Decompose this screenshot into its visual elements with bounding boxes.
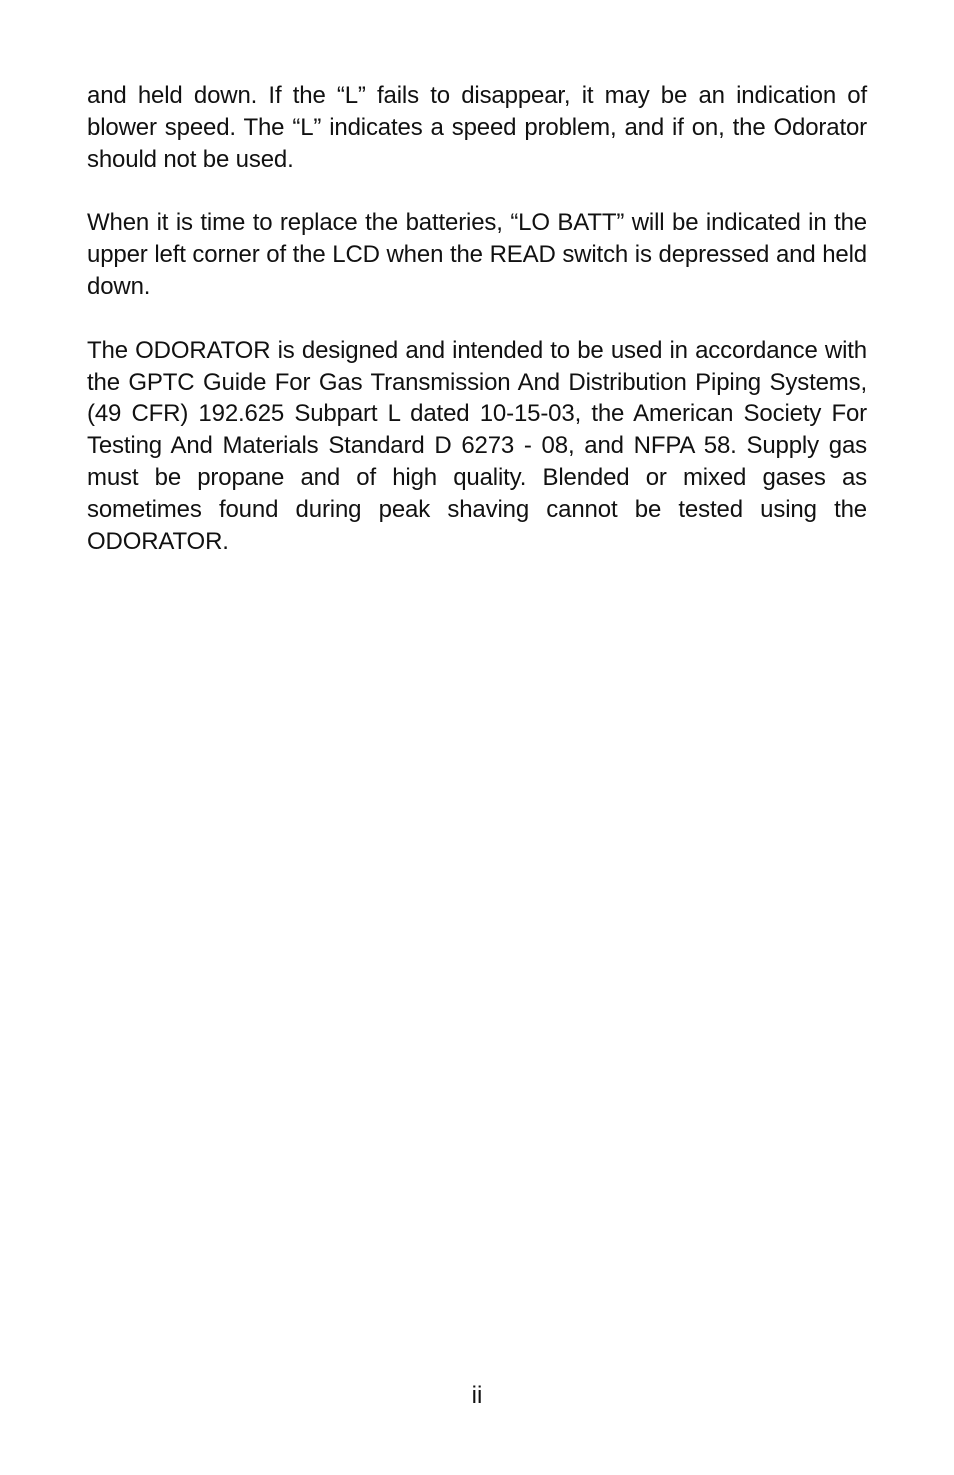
paragraph-blower-speed: and held down. If the “L” fails to disappear, it may be an indication of blower speed. The “L” indicates a speed problem, and if on, the Odorator should not be used. (87, 82, 867, 173)
document-body (87, 80, 867, 589)
paragraph-battery-replacement: When it is time to replace the batteries, “LO BATT” will be indicated in the upper left corner of the LCD when the READ switch is depressed and held down. (87, 209, 867, 300)
paragraph-standards-compliance: The ODORATOR is designed and intended to be used in accordance with the GPTC Guide For Gas Transmission And Distribution Piping Systems, (49 CFR) 192.625 Subpart L dated 10-15-03, the American Society For Testing And Materials Standard D 6273 - 08, and NFPA 58. Supply gas must be propane and of high quality. Blended or mixed gases as sometimes found during peak shaving cannot be tested using the ODORATOR. (87, 336, 867, 555)
page-number: ii (471, 1382, 483, 1409)
